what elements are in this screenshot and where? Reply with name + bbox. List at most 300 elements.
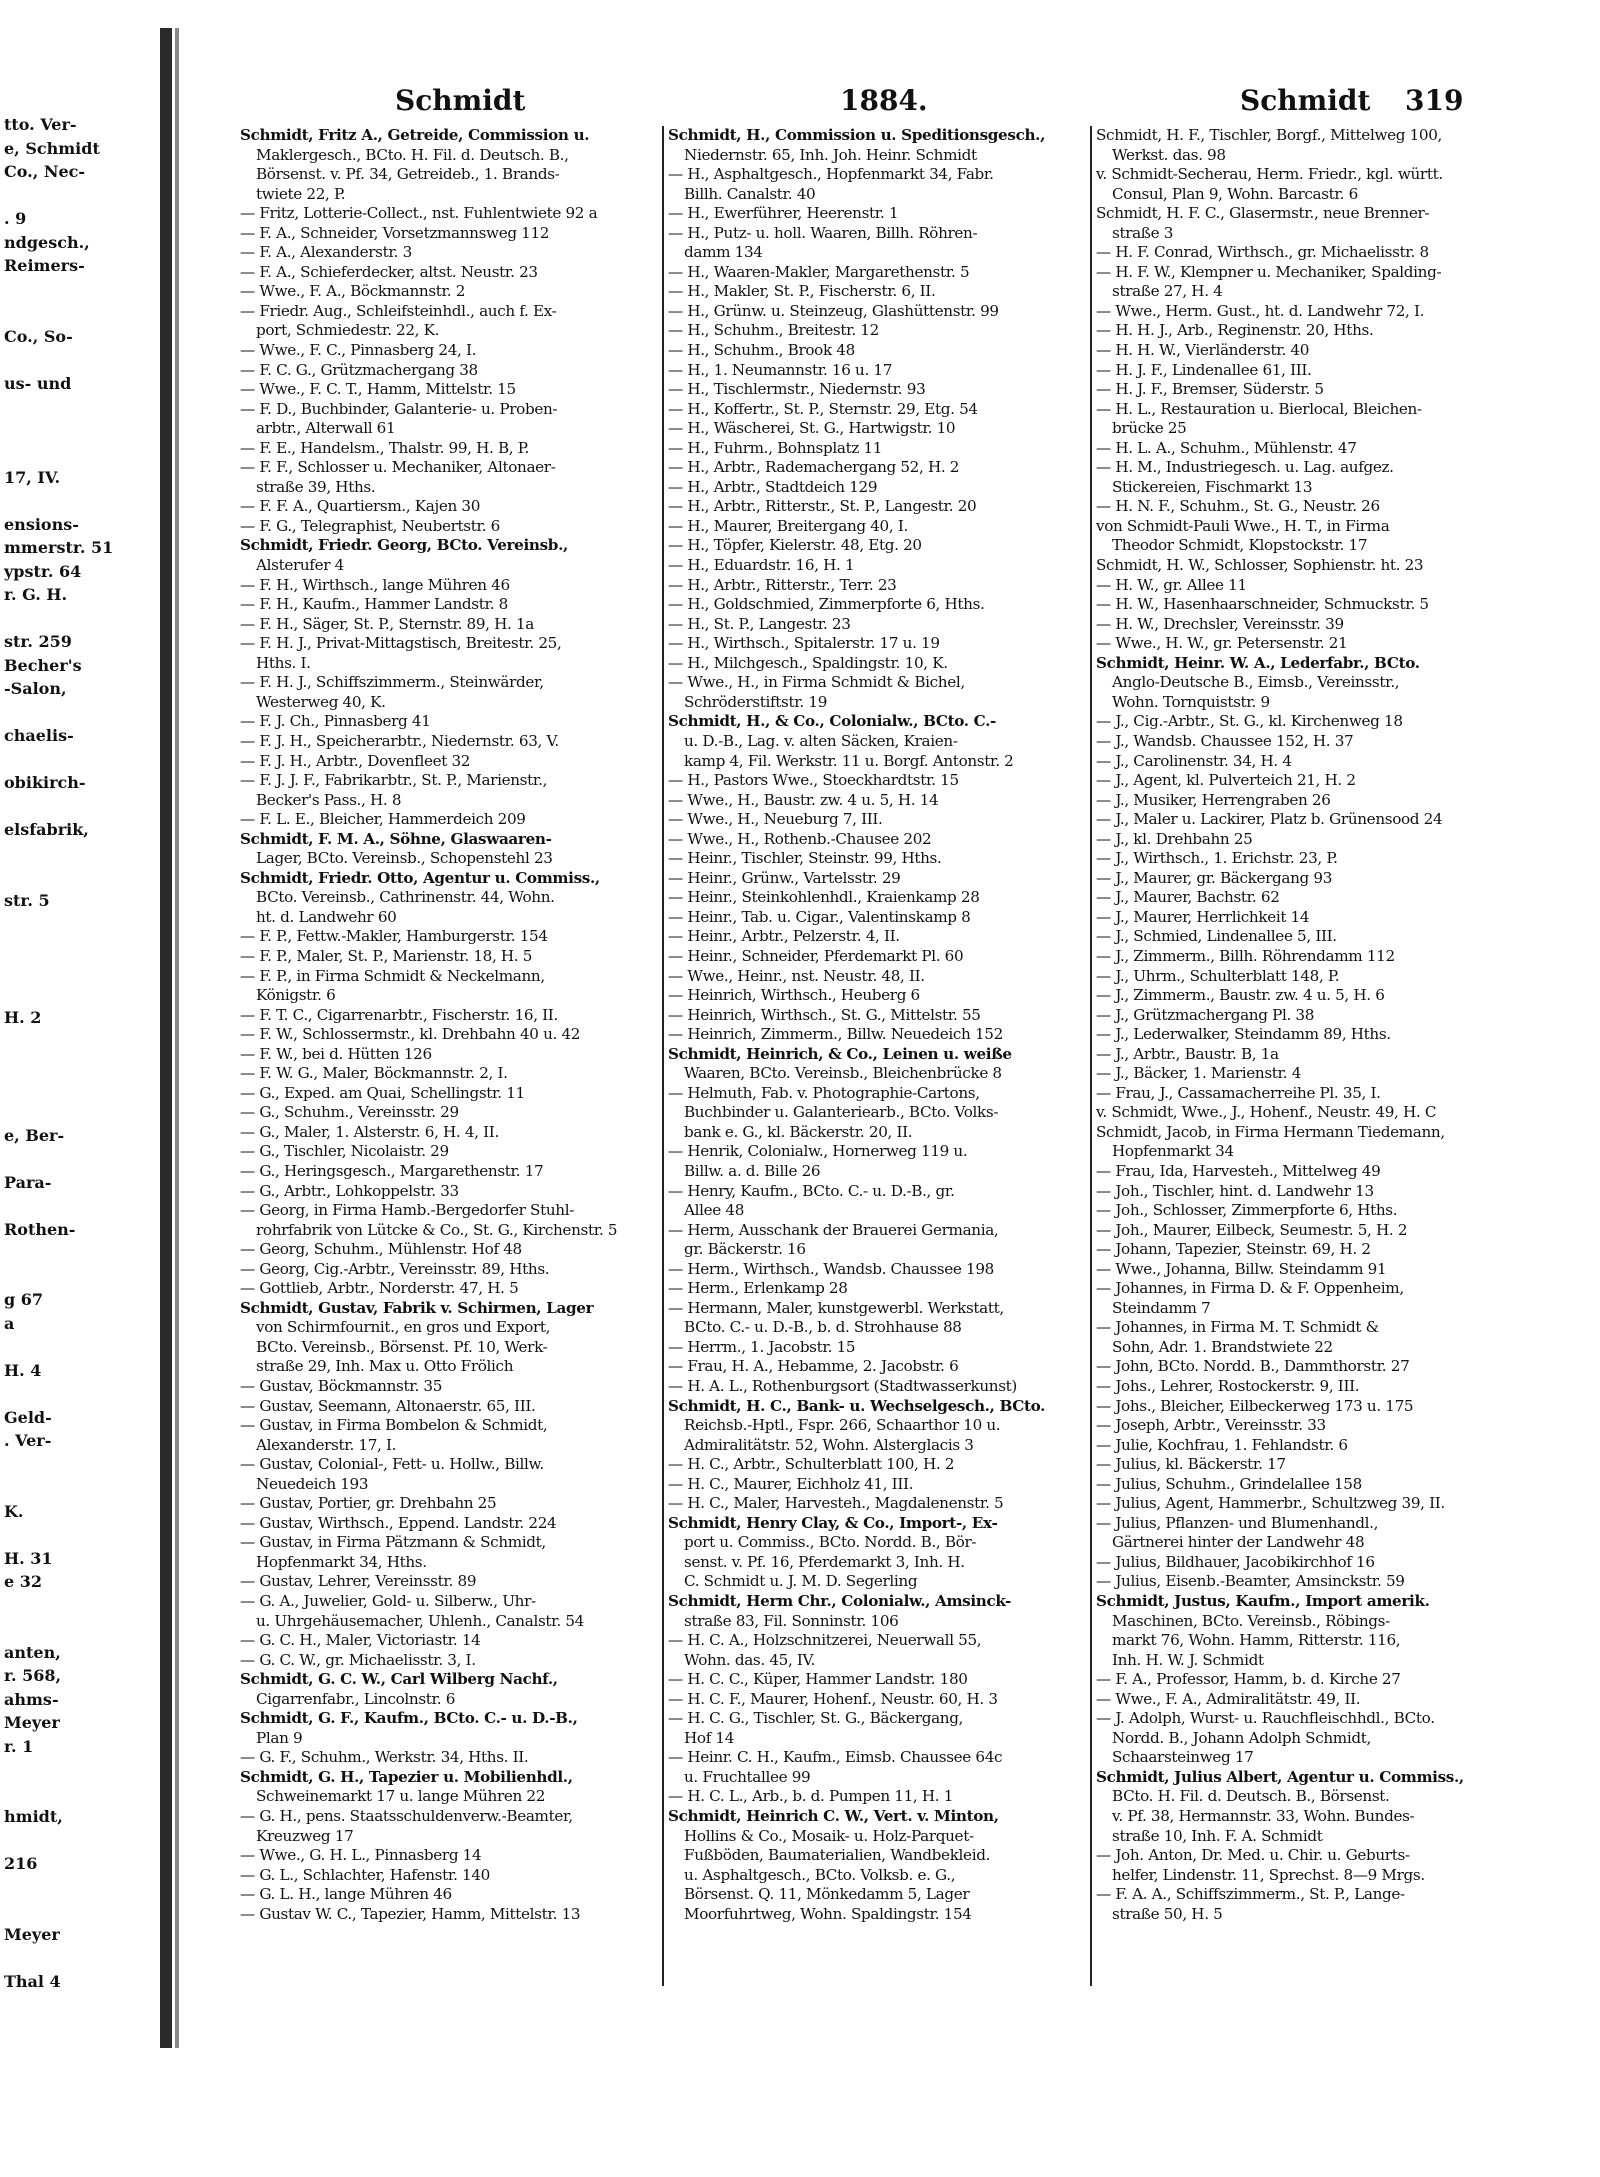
entry-line: — Johannes, in Firma D. & F. Oppenheim, — [1096, 1279, 1404, 1298]
entry-line: Schmidt, H. F. C., Glasermstr., neue Brenner- — [1096, 204, 1430, 223]
entry-line: — H. H. W., Vierländerstr. 40 — [1096, 341, 1310, 360]
entry-line: — H. W., gr. Allee 11 — [1096, 575, 1247, 594]
entry-line: — J., Agent, kl. Pulverteich 21, H. 2 — [1096, 771, 1356, 790]
entry-line: — J., Uhrm., Schulterblatt 148, P. — [1096, 966, 1340, 985]
entry-line: port u. Commiss., BCto. Nordd. B., Bör- — [684, 1533, 977, 1552]
entry-line: — J., Maurer, Bachstr. 62 — [1096, 888, 1280, 907]
entry-heading: Schmidt, Heinrich, & Co., Leinen u. weiße — [668, 1044, 1012, 1063]
entry-line: — Gottlieb, Arbtr., Norderstr. 47, H. 5 — [240, 1279, 519, 1298]
entry-line: Schaarsteinweg 17 — [1112, 1748, 1254, 1767]
entry-line: straße 10, Inh. F. A. Schmidt — [1112, 1826, 1323, 1845]
entry-line: rohrfabrik von Lütcke & Co., St. G., Kirchenstr. 5 — [256, 1220, 618, 1239]
entry-line: — H., Arbtr., Ritterstr., Terr. 23 — [668, 575, 897, 594]
entry-line: — Wwe., H., in Firma Schmidt & Bichel, — [668, 673, 965, 692]
entry-line: Hollins & Co., Mosaik- u. Holz-Parquet- — [684, 1826, 974, 1845]
entry-line: — H., Arbtr., Ritterstr., St. P., Langestr. 20 — [668, 497, 977, 516]
page-header — [230, 84, 1500, 120]
entry-line: — Heinrich, Wirthsch., Heuberg 6 — [668, 986, 920, 1005]
entry-line: — Heinr., Steinkohlenhdl., Kraienkamp 28 — [668, 888, 980, 907]
column-rule-1 — [662, 126, 664, 1986]
entry-line: — J., Zimmerm., Baustr. zw. 4 u. 5, H. 6 — [1096, 986, 1385, 1005]
entry-line: Schmidt, H. F., Tischler, Borgf., Mittelweg 100, — [1096, 126, 1443, 144]
entry-line: — Henry, Kaufm., BCto. C.- u. D.-B., gr. — [668, 1181, 955, 1200]
entry-line: Fußböden, Baumaterialien, Wandbekleid. — [684, 1846, 991, 1865]
entry-line: Schmidt, Jacob, in Firma Hermann Tiedemann, — [1096, 1122, 1445, 1141]
entry-line: — F. A., Alexanderstr. 3 — [240, 243, 412, 262]
entry-line: Consul, Plan 9, Wohn. Barcastr. 6 — [1112, 184, 1358, 203]
entry-line: — H. M., Industriegesch. u. Lag. aufgez. — [1096, 458, 1394, 477]
entry-line: — J., Arbtr., Baustr. B, 1a — [1096, 1044, 1279, 1063]
entry-line: Alexanderstr. 17, I. — [256, 1435, 397, 1454]
entry-line: straße 29, Inh. Max u. Otto Frölich — [256, 1357, 514, 1376]
entry-line: — Georg, Cig.-Arbtr., Vereinsstr. 89, Hths. — [240, 1259, 550, 1278]
column-rule-2 — [1090, 126, 1092, 1986]
previous-page-fragment: mmerstr. 51 — [4, 538, 114, 557]
entry-line: — H., Makler, St. P., Fischerstr. 6, II. — [668, 282, 936, 301]
entry-line: von Schmidt-Pauli Wwe., H. T., in Firma — [1096, 516, 1390, 535]
entry-heading: Schmidt, Heinr. W. A., Lederfabr., BCto. — [1096, 653, 1420, 672]
entry-line: Schweinemarkt 17 u. lange Mühren 22 — [256, 1787, 546, 1806]
previous-page-fragment: 17, IV. — [4, 467, 61, 487]
entry-line: — Johann, Tapezier, Steinstr. 69, H. 2 — [1096, 1240, 1371, 1259]
entry-line: — G. L. H., lange Mühren 46 — [240, 1885, 452, 1904]
page-number: 319 — [1405, 84, 1464, 117]
entry-line: — Joh. Anton, Dr. Med. u. Chir. u. Geburts- — [1096, 1846, 1410, 1865]
entry-line: — Georg, in Firma Hamb.-Bergedorfer Stuhl- — [240, 1201, 575, 1220]
entry-line: helfer, Lindenstr. 11, Sprechst. 8—9 Mrgs. — [1112, 1865, 1425, 1884]
entry-heading: Schmidt, Friedr. Georg, BCto. Vereinsb., — [240, 536, 568, 555]
entry-line: — Herm., Erlenkamp 28 — [668, 1279, 848, 1298]
entry-line: Inh. H. W. J. Schmidt — [1112, 1650, 1264, 1669]
entry-line: markt 76, Wohn. Hamm, Ritterstr. 116, — [1112, 1631, 1401, 1650]
entry-line: arbtr., Alterwall 61 — [256, 419, 396, 438]
entry-line: — Frau, Ida, Harvesteh., Mittelweg 49 — [1096, 1161, 1381, 1180]
entry-line: — Friedr. Aug., Schleifsteinhdl., auch f. Ex- — [240, 301, 557, 320]
entry-line: — Julius, Eisenb.-Beamter, Amsinckstr. 59 — [1096, 1572, 1405, 1591]
entry-line: — F. H. J., Schiffszimmerm., Steinwärder, — [240, 673, 544, 692]
entry-heading: Schmidt, Herm Chr., Colonialw., Amsinck- — [668, 1592, 1011, 1611]
entry-line: — F. A., Professor, Hamm, b. d. Kirche 27 — [1096, 1670, 1401, 1689]
entry-line: — H. C. F., Maurer, Hohenf., Neustr. 60, H. 3 — [668, 1689, 998, 1708]
entry-line: — G. C. W., gr. Michaelisstr. 3, I. — [240, 1650, 476, 1669]
entry-line: — H., Putz- u. holl. Waaren, Billh. Röhren- — [668, 223, 978, 242]
entry-line: — H., Tischlermstr., Niedernstr. 93 — [668, 380, 926, 399]
entry-line: — H., Töpfer, Kielerstr. 48, Etg. 20 — [668, 536, 922, 555]
entry-line: — F. G., Telegraphist, Neubertstr. 6 — [240, 516, 500, 535]
previous-page-fragment: str. 5 — [4, 890, 50, 910]
entry-line: gr. Bäckerstr. 16 — [684, 1240, 806, 1259]
entry-line: — H. W., Hasenhaarschneider, Schmuckstr. 5 — [1096, 595, 1429, 614]
entry-line: — H. J. F., Lindenallee 61, III. — [1096, 360, 1312, 379]
entry-line: — G., Heringsgesch., Margarethenstr. 17 — [240, 1161, 544, 1180]
entry-line: — G. L., Schlachter, Hafenstr. 140 — [240, 1865, 490, 1884]
entry-line: BCto. C.- u. D.-B., b. d. Strohhause 88 — [684, 1318, 962, 1337]
entry-line: — F. P., Maler, St. P., Marienstr. 18, H. 5 — [240, 946, 533, 965]
entry-line: Hof 14 — [684, 1728, 735, 1747]
entry-line: straße 83, Fil. Sonninstr. 106 — [684, 1611, 899, 1630]
entry-line: — F. H. J., Privat-Mittagstisch, Breitestr. 25, — [240, 634, 562, 653]
entry-line: — J., Maler u. Lackirer, Platz b. Grünensood 24 — [1096, 810, 1443, 829]
entry-line: damm 134 — [684, 243, 763, 262]
entry-line: v. Pf. 38, Hermannstr. 33, Wohn. Bundes- — [1112, 1807, 1415, 1826]
entry-line: — Heinr., Schneider, Pferdemarkt Pl. 60 — [668, 946, 964, 965]
entry-line: — Frau, H. A., Hebamme, 2. Jacobstr. 6 — [668, 1357, 959, 1376]
entry-line: — J. Adolph, Wurst- u. Rauchfleischhdl., BCto. — [1096, 1709, 1435, 1728]
entry-line: — H., 1. Neumannstr. 16 u. 17 — [668, 360, 893, 379]
entry-line: — Wwe., H. W., gr. Petersenstr. 21 — [1096, 634, 1348, 653]
entry-line: — F. W., bei d. Hütten 126 — [240, 1044, 432, 1063]
entry-line: — Gustav, Seemann, Altonaerstr. 65, III. — [240, 1396, 536, 1415]
previous-page-fragment: H. 31 — [4, 1548, 53, 1568]
entry-line: straße 27, H. 4 — [1112, 282, 1223, 301]
previous-page-fragment: r. 1 — [4, 1736, 34, 1756]
entry-line: — Wwe., F. C. T., Hamm, Mittelstr. 15 — [240, 380, 516, 399]
entry-line: — Johannes, in Firma M. T. Schmidt & — [1096, 1318, 1379, 1337]
previous-page-fragment: ypstr. 64 — [4, 561, 82, 581]
entry-line: — J., Cig.-Arbtr., St. G., kl. Kirchenweg 18 — [1096, 712, 1403, 731]
entry-line: Westerweg 40, K. — [256, 692, 386, 711]
entry-line: — Wwe., F. A., Böckmannstr. 2 — [240, 282, 466, 301]
entry-line: — H. H. J., Arb., Reginenstr. 20, Hths. — [1096, 321, 1374, 340]
previous-page-fragment: Reimers- — [4, 256, 85, 275]
entry-line: — Gustav W. C., Tapezier, Hamm, Mittelstr. 13 — [240, 1904, 581, 1923]
entry-line: — F. J. J. F., Fabrikarbtr., St. P., Marienstr., — [240, 771, 548, 790]
previous-page-fragment: K. — [4, 1501, 24, 1521]
entry-line: u. D.-B., Lag. v. alten Säcken, Kraien- — [684, 731, 958, 750]
entry-line: — Julius, Pflanzen- und Blumenhandl., — [1096, 1513, 1379, 1532]
entry-line: Wohn. das. 45, IV. — [684, 1650, 815, 1669]
entry-line: Cigarrenfabr., Lincolnstr. 6 — [256, 1689, 456, 1708]
entry-line: v. Schmidt-Secherau, Herm. Friedr., kgl. württ. — [1096, 165, 1443, 184]
previous-page-fragment: e 32 — [4, 1572, 43, 1591]
entry-line: — H., Wäscherei, St. G., Hartwigstr. 10 — [668, 419, 956, 438]
entry-line: — J., kl. Drehbahn 25 — [1096, 829, 1253, 848]
entry-line: Allee 48 — [684, 1201, 745, 1220]
entry-line: straße 50, H. 5 — [1112, 1904, 1223, 1923]
entry-line: — Julius, Bildhauer, Jacobikirchhof 16 — [1096, 1552, 1375, 1571]
entry-line: — J., Musiker, Herrengraben 26 — [1096, 790, 1331, 809]
entry-line: — F. P., in Firma Schmidt & Neckelmann, — [240, 966, 545, 985]
entry-line: — F. J. Ch., Pinnasberg 41 — [240, 712, 431, 731]
entry-line: — Heinrich, Wirthsch., St. G., Mittelstr. 55 — [668, 1005, 981, 1024]
entry-line: — H. W., Drechsler, Vereinsstr. 39 — [1096, 614, 1344, 633]
entry-line: — Henrik, Colonialw., Hornerweg 119 u. — [668, 1142, 968, 1161]
entry-line: Theodor Schmidt, Klopstockstr. 17 — [1112, 536, 1368, 555]
entry-line: — Julie, Kochfrau, 1. Fehlandstr. 6 — [1096, 1435, 1348, 1454]
entry-line: — Julius, Agent, Hammerbr., Schultzweg 39, II. — [1096, 1494, 1445, 1513]
previous-page-fragment: e, Schmidt — [4, 138, 100, 158]
entry-line: Alsterufer 4 — [256, 556, 344, 575]
entry-line: — H., Grünw. u. Steinzeug, Glashüttenstr. 99 — [668, 301, 999, 320]
previous-page-fragment: a — [4, 1313, 15, 1333]
entry-line: — Heinr., Grünw., Vartelsstr. 29 — [668, 868, 901, 887]
previous-page-fragment: us- und — [4, 373, 72, 393]
previous-page-edge — [0, 115, 158, 1995]
entry-line: — H., Maurer, Breitergang 40, I. — [668, 516, 908, 535]
entry-line: Buchbinder u. Galanteriearb., BCto. Volks- — [684, 1103, 999, 1122]
entry-line: senst. v. Pf. 16, Pferdemarkt 3, Inh. H. — [684, 1552, 965, 1571]
entry-line: — Johs., Bleicher, Eilbeckerweg 173 u. 175 — [1096, 1396, 1414, 1415]
entry-line: kamp 4, Fil. Werkstr. 11 u. Borgf. Antonstr. 2 — [684, 751, 1014, 770]
previous-page-fragment: Co., So- — [4, 326, 73, 346]
entry-line: — Heinr., Tischler, Steinstr. 99, Hths. — [668, 849, 942, 868]
previous-page-fragment: r. 568, — [4, 1666, 62, 1685]
header-left-name: Schmidt — [395, 84, 526, 117]
previous-page-fragment: anten, — [4, 1642, 61, 1662]
previous-page-fragment: r. G. H. — [4, 585, 68, 604]
entry-line: — J., Carolinenstr. 34, H. 4 — [1096, 751, 1292, 770]
entry-heading: Schmidt, F. M. A., Söhne, Glaswaaren- — [240, 829, 552, 848]
entry-line: Schröderstiftstr. 19 — [684, 692, 828, 711]
entry-line: — Heinr. C. H., Kaufm., Eimsb. Chaussee 64c — [668, 1748, 1003, 1767]
entry-heading: Schmidt, H., Commission u. Speditionsgesch., — [668, 126, 1046, 144]
entry-line: — Gustav, Böckmannstr. 35 — [240, 1377, 443, 1395]
entry-line: — F. H., Wirthsch., lange Mühren 46 — [240, 575, 510, 594]
entry-line: — G. H., pens. Staatsschuldenverw.-Beamter, — [240, 1807, 573, 1826]
entry-line: — G., Maler, 1. Alsterstr. 6, H. 4, II. — [240, 1122, 499, 1141]
entry-line: Nordd. B., Johann Adolph Schmidt, — [1112, 1728, 1371, 1747]
previous-page-fragment: Para- — [4, 1172, 52, 1192]
previous-page-fragment: g 67 — [4, 1290, 44, 1309]
entry-line: — H. N. F., Schuhm., St. G., Neustr. 26 — [1096, 497, 1380, 516]
entry-line: — H., Fuhrm., Bohnsplatz 11 — [668, 438, 883, 457]
entry-line: — H., Milchgesch., Spaldingstr. 10, K. — [668, 653, 948, 672]
previous-page-fragment: H. 2 — [4, 1008, 42, 1027]
previous-page-fragment: hmidt, — [4, 1807, 63, 1826]
entry-line: ht. d. Landwehr 60 — [256, 907, 397, 926]
entry-line: — Wwe., Herm. Gust., ht. d. Landwehr 72, I. — [1096, 301, 1425, 320]
entry-line: — J., Bäcker, 1. Marienstr. 4 — [1096, 1064, 1302, 1083]
entry-line: Steindamm 7 — [1112, 1298, 1211, 1317]
entry-line: — F. W. G., Maler, Böckmannstr. 2, I. — [240, 1064, 508, 1083]
entry-line: BCto. Vereinsb., Cathrinenstr. 44, Wohn. — [256, 888, 555, 907]
entry-line: — G., Arbtr., Lohkoppelstr. 33 — [240, 1181, 459, 1200]
entry-line: — Heinr., Arbtr., Pelzerstr. 4, II. — [668, 927, 900, 946]
entry-line: — Gustav, Wirthsch., Eppend. Landstr. 224 — [240, 1513, 557, 1532]
previous-page-fragment: ahms- — [4, 1689, 59, 1709]
entry-heading: Schmidt, Heinrich C. W., Vert. v. Minton, — [668, 1807, 999, 1826]
entry-line: — Julius, kl. Bäckerstr. 17 — [1096, 1455, 1286, 1474]
entry-heading: Schmidt, H. C., Bank- u. Wechselgesch., BCto. — [668, 1396, 1046, 1415]
entry-line: — H. J. F., Bremser, Süderstr. 5 — [1096, 380, 1324, 399]
entry-line: Wohn. Tornquiststr. 9 — [1112, 692, 1270, 711]
entry-line: Admiralitätstr. 52, Wohn. Alsterglacis 3 — [684, 1435, 974, 1454]
entry-line: — Joseph, Arbtr., Vereinsstr. 33 — [1096, 1416, 1326, 1435]
entry-line: BCto. H. Fil. d. Deutsch. B., Börsenst. — [1112, 1787, 1390, 1806]
entry-line: straße 39, Hths. — [256, 477, 376, 496]
entry-heading: Schmidt, Fritz A., Getreide, Commission u. — [240, 126, 590, 144]
column-2 — [668, 126, 1086, 2006]
entry-line: — Joh., Tischler, hint. d. Landwehr 13 — [1096, 1181, 1374, 1200]
entry-line: Stickereien, Fischmarkt 13 — [1112, 477, 1313, 496]
entry-line: — Wwe., Heinr., nst. Neustr. 48, II. — [668, 966, 925, 985]
entry-line: u. Asphaltgesch., BCto. Volksb. e. G., — [684, 1865, 956, 1884]
entry-line: Börsenst. Q. 11, Mönkedamm 5, Lager — [684, 1885, 970, 1904]
column-3 — [1096, 126, 1516, 2006]
entry-line: von Schirmfournit., en gros und Export, — [256, 1318, 551, 1337]
entry-line: — Georg, Schuhm., Mühlenstr. Hof 48 — [240, 1240, 522, 1259]
entry-line: Billh. Canalstr. 40 — [684, 184, 816, 203]
entry-line: — H. C. L., Arb., b. d. Pumpen 11, H. 1 — [668, 1787, 954, 1806]
previous-page-fragment: Becher's — [4, 655, 82, 675]
entry-line: — Julius, Schuhm., Grindelallee 158 — [1096, 1474, 1362, 1493]
entry-heading: Schmidt, G. H., Tapezier u. Mobilienhdl., — [240, 1767, 573, 1786]
entry-line: C. Schmidt u. J. M. D. Segerling — [684, 1572, 918, 1591]
entry-line: — F. T. C., Cigarrenarbtr., Fischerstr. 16, II. — [240, 1005, 558, 1024]
entry-line: — G., Exped. am Quai, Schellingstr. 11 — [240, 1083, 525, 1102]
entry-line: Neuedeich 193 — [256, 1474, 369, 1493]
entry-line: — H., Arbtr., Stadtdeich 129 — [668, 477, 878, 496]
entry-line: Werkst. das. 98 — [1112, 145, 1226, 164]
entry-line: — F. A., Schneider, Vorsetzmannsweg 112 — [240, 223, 550, 242]
entry-line: bank e. G., kl. Bäckerstr. 20, II. — [684, 1122, 913, 1141]
entry-line: Maschinen, BCto. Vereinsb., Röbings- — [1112, 1611, 1390, 1630]
previous-page-fragment: Geld- — [4, 1407, 52, 1427]
entry-line: — H. F. W., Klempner u. Mechaniker, Spalding- — [1096, 262, 1442, 281]
entry-line: port, Schmiedestr. 22, K. — [256, 321, 440, 340]
entry-line: — Wwe., H., Rothenb.-Chausee 202 — [668, 829, 932, 848]
entry-line: — H. C., Arbtr., Schulterblatt 100, H. 2 — [668, 1455, 955, 1474]
entry-line: — J., Maurer, Herrlichkeit 14 — [1096, 907, 1310, 926]
previous-page-fragment: Thal 4 — [4, 1971, 61, 1991]
previous-page-fragment: ensions- — [4, 514, 79, 534]
entry-line: — F. J. H., Speicherarbtr., Niedernstr. 63, V. — [240, 731, 559, 750]
entry-line: u. Uhrgehäusemacher, Uhlenh., Canalstr. 54 — [256, 1611, 584, 1630]
entry-line: v. Schmidt, Wwe., J., Hohenf., Neustr. 49, H. C — [1096, 1103, 1437, 1122]
entry-line: — Herm., Wirthsch., Wandsb. Chaussee 198 — [668, 1259, 994, 1278]
entry-line: — Gustav, Lehrer, Vereinsstr. 89 — [240, 1572, 477, 1591]
entry-line: Niedernstr. 65, Inh. Joh. Heinr. Schmidt — [684, 145, 977, 164]
entry-line: — J., Lederwalker, Steindamm 89, Hths. — [1096, 1025, 1391, 1044]
entry-line: — Frau, J., Cassamacherreihe Pl. 35, I. — [1096, 1083, 1381, 1102]
entry-line: — Gustav, Portier, gr. Drehbahn 25 — [240, 1494, 497, 1513]
entry-line: — Gustav, in Firma Pätzmann & Schmidt, — [240, 1533, 546, 1552]
entry-line: — F. A., Schieferdecker, altst. Neustr. 23 — [240, 262, 538, 281]
entry-heading: Schmidt, Henry Clay, & Co., Import-, Ex- — [668, 1513, 998, 1532]
entry-line: Reichsb.-Hptl., Fspr. 266, Schaarthor 10 u. — [684, 1416, 1001, 1435]
entry-line: — F. D., Buchbinder, Galanterie- u. Proben- — [240, 399, 558, 418]
entry-line: — Fritz, Lotterie-Collect., nst. Fuhlentwiete 92 a — [240, 204, 598, 223]
previous-page-fragment: Meyer — [4, 1713, 60, 1732]
previous-page-fragment: tto. Ver- — [4, 115, 77, 134]
entry-line: Maklergesch., BCto. H. Fil. d. Deutsch. B., — [256, 145, 569, 164]
entry-line: — F. W., Schlossermstr., kl. Drehbahn 40 u. 42 — [240, 1025, 581, 1044]
entry-line: — J., Wandsb. Chaussee 152, H. 37 — [1096, 731, 1354, 750]
entry-heading: Schmidt, Julius Albert, Agentur u. Commiss., — [1096, 1767, 1464, 1786]
entry-line: — H. L., Restauration u. Bierlocal, Bleichen- — [1096, 399, 1422, 418]
entry-line: — Wwe., F. C., Pinnasberg 24, I. — [240, 341, 477, 360]
entry-line: Sohn, Adr. 1. Brandstwiete 22 — [1112, 1337, 1333, 1356]
previous-page-fragment: obikirch- — [4, 773, 86, 792]
entry-line: — Gustav, in Firma Bombelon & Schmidt, — [240, 1416, 548, 1435]
entry-line: — Johs., Lehrer, Rostockerstr. 9, III. — [1096, 1377, 1360, 1395]
previous-page-fragment: . 9 — [4, 209, 27, 228]
entry-heading: Schmidt, G. C. W., Carl Wilberg Nachf., — [240, 1670, 558, 1689]
entry-line: — J., Schmied, Lindenallee 5, III. — [1096, 927, 1337, 946]
entry-line: Schmidt, H. W., Schlosser, Sophienstr. ht. 23 — [1096, 556, 1424, 575]
entry-line: — Helmuth, Fab. v. Photographie-Cartons, — [668, 1083, 980, 1102]
previous-page-fragment: ndgesch., — [4, 232, 90, 252]
entry-line: Moorfuhrtweg, Wohn. Spaldingstr. 154 — [684, 1904, 972, 1923]
entry-line: — F. E., Handelsm., Thalstr. 99, H. B, P. — [240, 438, 530, 457]
previous-page-fragment: e, Ber- — [4, 1125, 65, 1145]
entry-line: — G., Schuhm., Vereinsstr. 29 — [240, 1103, 459, 1122]
entry-line: — H., Eduardstr. 16, H. 1 — [668, 556, 855, 575]
entry-line: — Hermann, Maler, kunstgewerbl. Werkstatt, — [668, 1298, 1004, 1317]
entry-line: — Wwe., H., Baustr. zw. 4 u. 5, H. 14 — [668, 790, 939, 809]
header-right-name: Schmidt — [1240, 84, 1371, 117]
entry-line: — J., Zimmerm., Billh. Röhrendamm 112 — [1096, 946, 1395, 965]
entry-line: — F. H., Kaufm., Hammer Landstr. 8 — [240, 595, 508, 614]
entry-line: — H., Waaren-Makler, Margarethenstr. 5 — [668, 262, 970, 281]
previous-page-fragment: Co., Nec- — [4, 162, 86, 181]
entry-line: — H., Schuhm., Breitestr. 12 — [668, 321, 879, 340]
entry-line: — Gustav, Colonial-, Fett- u. Hollw., Billw. — [240, 1455, 544, 1474]
entry-line: — G., Tischler, Nicolaistr. 29 — [240, 1142, 449, 1161]
entry-line: Hopfenmarkt 34, Hths. — [256, 1552, 427, 1571]
previous-page-fragment: Meyer — [4, 1924, 60, 1944]
entry-line: — G. A., Juwelier, Gold- u. Silberw., Uhr- — [240, 1592, 536, 1611]
entry-line: — Wwe., F. A., Admiralitätstr. 49, II. — [1096, 1689, 1361, 1708]
entry-line: Anglo-Deutsche B., Eimsb., Vereinsstr., — [1112, 673, 1400, 692]
previous-page-fragment: elsfabrik, — [4, 820, 89, 839]
previous-page-fragment: 216 — [4, 1854, 38, 1873]
entry-line: Kreuzweg 17 — [256, 1826, 354, 1845]
entry-line: — F. L. E., Bleicher, Hammerdeich 209 — [240, 810, 526, 829]
entry-line: — H., Koffertr., St. P., Sternstr. 29, Etg. 54 — [668, 399, 978, 418]
entry-line: — Joh., Maurer, Eilbeck, Seumestr. 5, H. 2 — [1096, 1220, 1408, 1239]
entry-line: — Wwe., H., Neueburg 7, III. — [668, 810, 883, 829]
entry-line: twiete 22, P. — [256, 184, 346, 203]
book-gutter-shadow — [175, 28, 179, 2048]
entry-line: — H., Pastors Wwe., Stoeckhardtstr. 15 — [668, 771, 959, 790]
entry-line: — John, BCto. Nordd. B., Dammthorstr. 27 — [1096, 1357, 1410, 1376]
entry-line: — F. F. A., Quartiersm., Kajen 30 — [240, 497, 481, 516]
entry-line: Becker's Pass., H. 8 — [256, 790, 402, 809]
entry-line: — H., Schuhm., Brook 48 — [668, 341, 855, 360]
previous-page-fragment: H. 4 — [4, 1360, 42, 1380]
entry-heading: Schmidt, H., & Co., Colonialw., BCto. C.- — [668, 712, 996, 731]
entry-line: — F. H., Säger, St. P., Sternstr. 89, H. 1a — [240, 614, 534, 633]
entry-line: — Herm, Ausschank der Brauerei Germania, — [668, 1220, 999, 1239]
entry-line: — H., Wirthsch., Spitalerstr. 17 u. 19 — [668, 634, 940, 653]
entry-line: — H. C. G., Tischler, St. G., Bäckergang, — [668, 1709, 964, 1728]
header-year: 1884. — [840, 84, 928, 117]
entry-line: — H. C., Maler, Harvesteh., Magdalenenstr. 5 — [668, 1494, 1004, 1513]
previous-page-fragment: -Salon, — [4, 679, 67, 698]
entry-line: — J., Wirthsch., 1. Erichstr. 23, P. — [1096, 849, 1338, 868]
entry-heading: Schmidt, Friedr. Otto, Agentur u. Commiss., — [240, 868, 600, 887]
entry-heading: Schmidt, Gustav, Fabrik v. Schirmen, Lager — [240, 1298, 594, 1317]
entry-line: — H., Arbtr., Rademachergang 52, H. 2 — [668, 458, 960, 477]
entry-line: u. Fruchtallee 99 — [684, 1767, 811, 1786]
entry-line: — F. A. A., Schiffszimmerm., St. P., Lange- — [1096, 1885, 1405, 1904]
entry-line: Hopfenmarkt 34 — [1112, 1142, 1234, 1161]
entry-line: BCto. Vereinsb., Börsenst. Pf. 10, Werk- — [256, 1337, 548, 1356]
previous-page-fragment: . Ver- — [4, 1431, 52, 1450]
entry-line: — Heinr., Tab. u. Cigar., Valentinskamp 8 — [668, 907, 971, 926]
entry-line: — F. F., Schlosser u. Mechaniker, Altonaer- — [240, 458, 556, 477]
entry-line: Hths. I. — [256, 653, 311, 672]
entry-line: — G. C. H., Maler, Victoriastr. 14 — [240, 1631, 481, 1650]
entry-line: — H. L. A., Schuhm., Mühlenstr. 47 — [1096, 438, 1357, 457]
entry-line: — H. F. Conrad, Wirthsch., gr. Michaelisstr. 8 — [1096, 243, 1429, 262]
entry-line: Lager, BCto. Vereinsb., Schopenstehl 23 — [256, 849, 553, 868]
entry-line: — Herrm., 1. Jacobstr. 15 — [668, 1337, 856, 1356]
entry-line: Königstr. 6 — [256, 986, 336, 1005]
entry-line: — G. F., Schuhm., Werkstr. 34, Hths. II. — [240, 1748, 529, 1767]
entry-line: — H., St. P., Langestr. 23 — [668, 614, 851, 633]
